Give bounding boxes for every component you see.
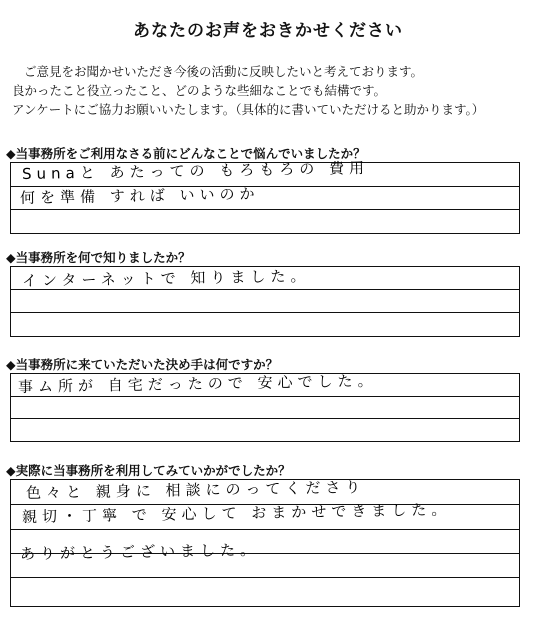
- intro-line-2: 良かったこと役立ったこと、どのような些細なことでも結構です。: [12, 83, 387, 98]
- question-3: ◆当事務所に来ていただいた決め手は何ですか？: [6, 357, 279, 372]
- answer-2-line-1: インターネットで 知りました。: [21, 266, 311, 290]
- answer-1-line-2: 何を準備 すれば いいのか: [19, 184, 260, 207]
- answer-4-line-1: 色々と 親身に 相談にのってくださり: [25, 478, 366, 502]
- intro-line-1: ご意見をお聞かせいただき今後の活動に反映したいと考えております。: [24, 64, 424, 79]
- page-title: あなたのお声をおきかせください: [133, 21, 403, 41]
- answer-3-line-1: 事ム所が 自宅だったので 安心でした。: [17, 371, 378, 396]
- intro-text: [12, 62, 527, 119]
- question-2: ◆当事務所を何で知りましたか？: [6, 250, 191, 265]
- question-1: ◆当事務所をご利用なさる前にどんなことで悩んでいましたか？: [6, 146, 366, 161]
- question-4: ◆実際に当事務所を利用してみていかがでしたか？: [6, 463, 291, 478]
- answer-4-line-3: ありがとうございました。: [19, 540, 261, 563]
- answer-4-line-2: 親切・丁寧 で 安心して おまかせできました。: [21, 500, 452, 526]
- answer-1-line-1: Sunaと あたっての もろもろの 費用: [21, 158, 370, 183]
- intro-line-3: アンケートにご協力お願いいたします。（具体的に書いていただけると助かります。）: [12, 102, 485, 117]
